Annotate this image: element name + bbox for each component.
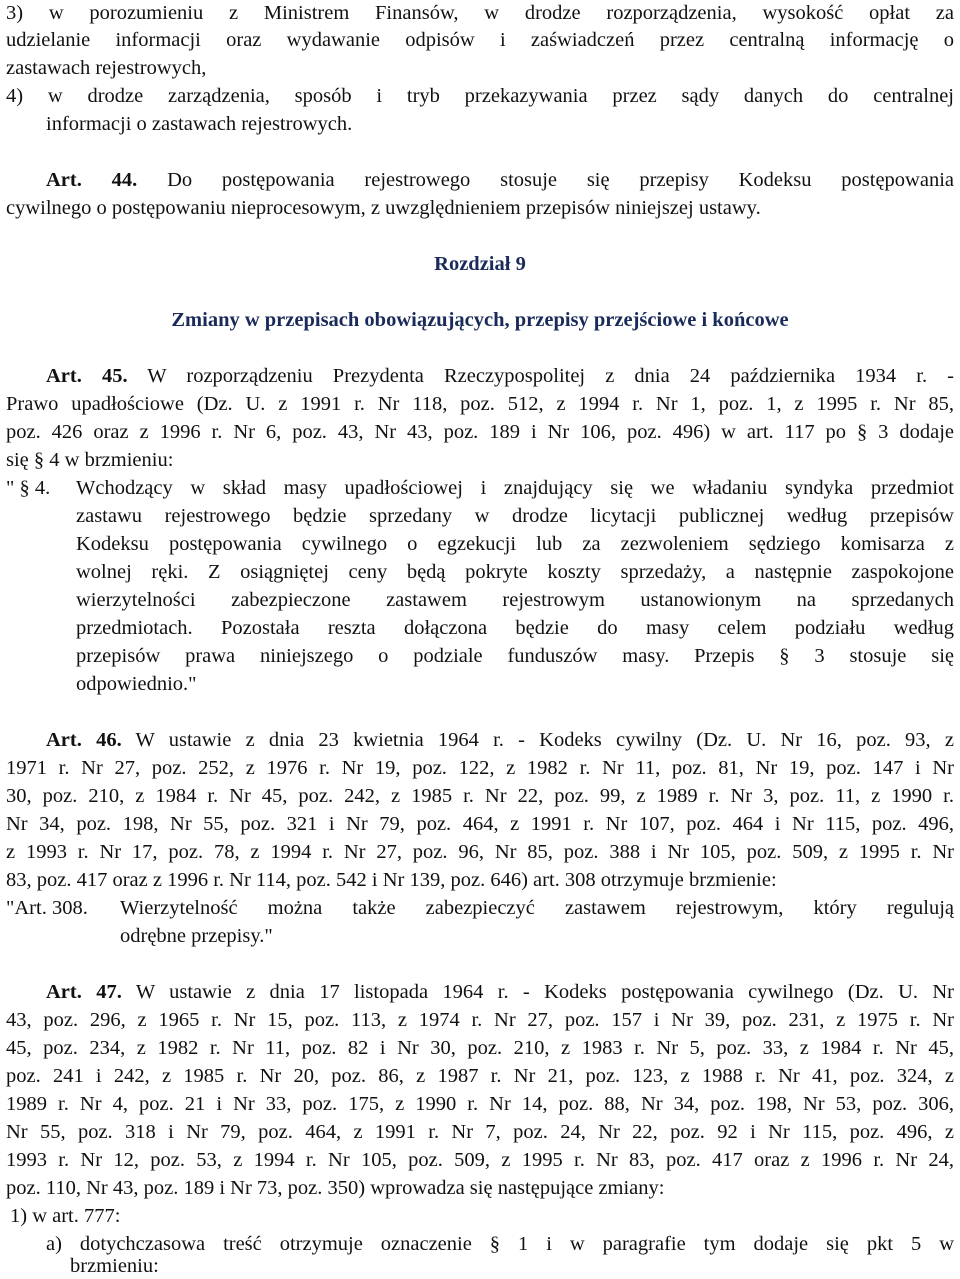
art-46-text: W ustawie z dnia 23 kwietnia 1964 r. - Kodeks cywilny (Dz. U. Nr 16, poz. 93, z [135, 729, 954, 751]
art-45-text: W rozporządzeniu Prezydenta Rzeczypospolitej z dnia 24 października 1934 r. - [147, 365, 954, 387]
art-47-line-6: Nr 55, poz. 318 i Nr 79, poz. 464, z 1991 r. Nr 7, poz. 24, Nr 22, poz. 92 i Nr 115, poz. 496, z [6, 1121, 954, 1143]
list-item-4-line-1: 4) w drodze zarządzenia, sposób i tryb przekazywania przez sądy danych do centralnej [6, 85, 954, 107]
art-47-line-2: 43, poz. 296, z 1965 r. Nr 15, poz. 113, z 1974 r. Nr 27, poz. 157 i Nr 39, poz. 231, z 1975 r. Nr [6, 1009, 954, 1031]
art-45-quote-line-8: odpowiednio." [76, 673, 197, 695]
art-45-line-1 [46, 363, 954, 389]
art-47-point-1: 1) w art. 777: [10, 1205, 121, 1227]
art-46-line-3: 30, poz. 210, z 1984 r. Nr 45, poz. 242, z 1985 r. Nr 22, poz. 99, z 1989 r. Nr 3, poz. 11, z 1990 r. [6, 785, 954, 807]
art-47-line-7: 1993 r. Nr 12, poz. 53, z 1994 r. Nr 105, poz. 509, z 1995 r. Nr 83, poz. 417 oraz z 1996 r. Nr 24, [6, 1149, 954, 1171]
list-item-4-line-2: informacji o zastawach rejestrowych. [46, 113, 353, 135]
art-45-quote-line-2: zastawu rejestrowego będzie sprzedany w drodze licytacji publicznej według przepisów [76, 505, 954, 527]
art-47-text: W ustawie z dnia 17 listopada 1964 r. - Kodeks postępowania cywilnego (Dz. U. Nr [135, 981, 954, 1003]
chapter-number: Rozdział 9 [434, 253, 526, 275]
art-47-line-3: 45, poz. 234, z 1982 r. Nr 11, poz. 82 i Nr 30, poz. 210, z 1983 r. Nr 5, poz. 33, z 1984 r. Nr 45, [6, 1037, 954, 1059]
list-item-3-line-1: 3) w porozumieniu z Ministrem Finansów, w drodze rozporządzenia, wysokość opłat za [6, 2, 954, 24]
art-47-label: Art. 47. [46, 981, 122, 1003]
art-47-line-8: poz. 110, Nr 43, poz. 189 i Nr 73, poz. 350) wprowadza się następujące zmiany: [6, 1177, 665, 1199]
art-47-line-1 [46, 979, 954, 1005]
art-47-line-5: 1989 r. Nr 4, poz. 21 i Nr 33, poz. 175, z 1990 r. Nr 14, poz. 88, Nr 34, poz. 198, Nr 53, poz. 306, [6, 1093, 954, 1115]
art-45-line-2: Prawo upadłościowe (Dz. U. z 1991 r. Nr 118, poz. 512, z 1994 r. Nr 1, poz. 1, z 1995 r. Nr 85, [6, 393, 954, 415]
list-item-3-line-2: udzielanie informacji oraz wydawanie odpisów i zaświadczeń przez centralną informację o [6, 29, 954, 51]
art-45-line-4: się § 4 w brzmieniu: [6, 449, 174, 471]
chapter-title: Zmiany w przepisach obowiązujących, przepisy przejściowe i końcowe [171, 309, 789, 331]
art-46-quote-line-2: odrębne przepisy." [120, 925, 273, 947]
art-46-line-1 [46, 727, 954, 753]
list-item-3-line-3: zastawach rejestrowych, [6, 57, 207, 79]
art-46-quote-label: "Art. 308. [6, 897, 88, 919]
art-45-quote-line-3: Kodeksu postępowania cywilnego o egzekucji lub za zezwoleniem sędziego komisarza z [76, 533, 954, 555]
art-45-quote-line-1: Wchodzący w skład masy upadłościowej i znajdujący się we władaniu syndyka przedmiot [76, 477, 954, 499]
art-44-label: Art. 44. [46, 169, 138, 191]
art-47-point-1a-line-2: brzmieniu: [70, 1255, 159, 1277]
art-46-line-6: 83, poz. 417 oraz z 1996 r. Nr 114, poz. 542 i Nr 139, poz. 646) art. 308 otrzymuje brzmienie: [6, 869, 777, 891]
art-45-quote-line-7: przepisów prawa niniejszego o podziale funduszów masy. Przepis § 3 stosuje się [76, 645, 954, 667]
art-44-line-1 [46, 167, 954, 193]
art-45-quote-line-6: przedmiotach. Pozostała reszta dołączona będzie do masy celem podziału według [76, 617, 954, 639]
art-44-text: Do postępowania rejestrowego stosuje się przepisy Kodeksu postępowania [167, 169, 954, 191]
art-45-quote-label: " § 4. [6, 477, 51, 499]
art-44-line-2: cywilnego o postępowaniu nieprocesowym, z uwzględnieniem przepisów niniejszej ustawy. [6, 197, 761, 219]
art-45-quote-line-5: wierzytelności zabezpieczone zastawem rejestrowym ustanowionym na sprzedanych [76, 589, 954, 611]
art-47-line-4: poz. 241 i 242, z 1985 r. Nr 20, poz. 86, z 1987 r. Nr 21, poz. 123, z 1988 r. Nr 41, poz. 324, z [6, 1065, 954, 1087]
art-46-line-2: 1971 r. Nr 27, poz. 252, z 1976 r. Nr 19, poz. 122, z 1982 r. Nr 11, poz. 81, Nr 19, poz. 147 i Nr [6, 757, 954, 779]
art-47-point-1a-line-1: a) dotychczasowa treść otrzymuje oznaczenie § 1 i w paragrafie tym dodaje się pkt 5 w [46, 1233, 954, 1255]
art-46-line-5: z 1993 r. Nr 17, poz. 78, z 1994 r. Nr 27, poz. 96, Nr 85, poz. 388 i Nr 105, poz. 509, z 1995 r. Nr [6, 841, 954, 863]
art-46-line-4: Nr 34, poz. 198, Nr 55, poz. 321 i Nr 79, poz. 464, z 1991 r. Nr 107, poz. 464 i Nr 115, poz. 496, [6, 813, 954, 835]
art-45-line-3: poz. 426 oraz z 1996 r. Nr 6, poz. 43, Nr 43, poz. 189 i Nr 106, poz. 496) w art. 117 po § 3 dodaje [6, 421, 954, 443]
art-45-label: Art. 45. [46, 365, 128, 387]
art-46-label: Art. 46. [46, 729, 122, 751]
art-45-quote-line-4: wolnej ręki. Z osiągniętej ceny będą pokryte koszty sprzedaży, a następnie zaspokojone [76, 561, 954, 583]
art-46-quote-line-1: Wierzytelność można także zabezpieczyć zastawem rejestrowym, który regulują [120, 897, 954, 919]
